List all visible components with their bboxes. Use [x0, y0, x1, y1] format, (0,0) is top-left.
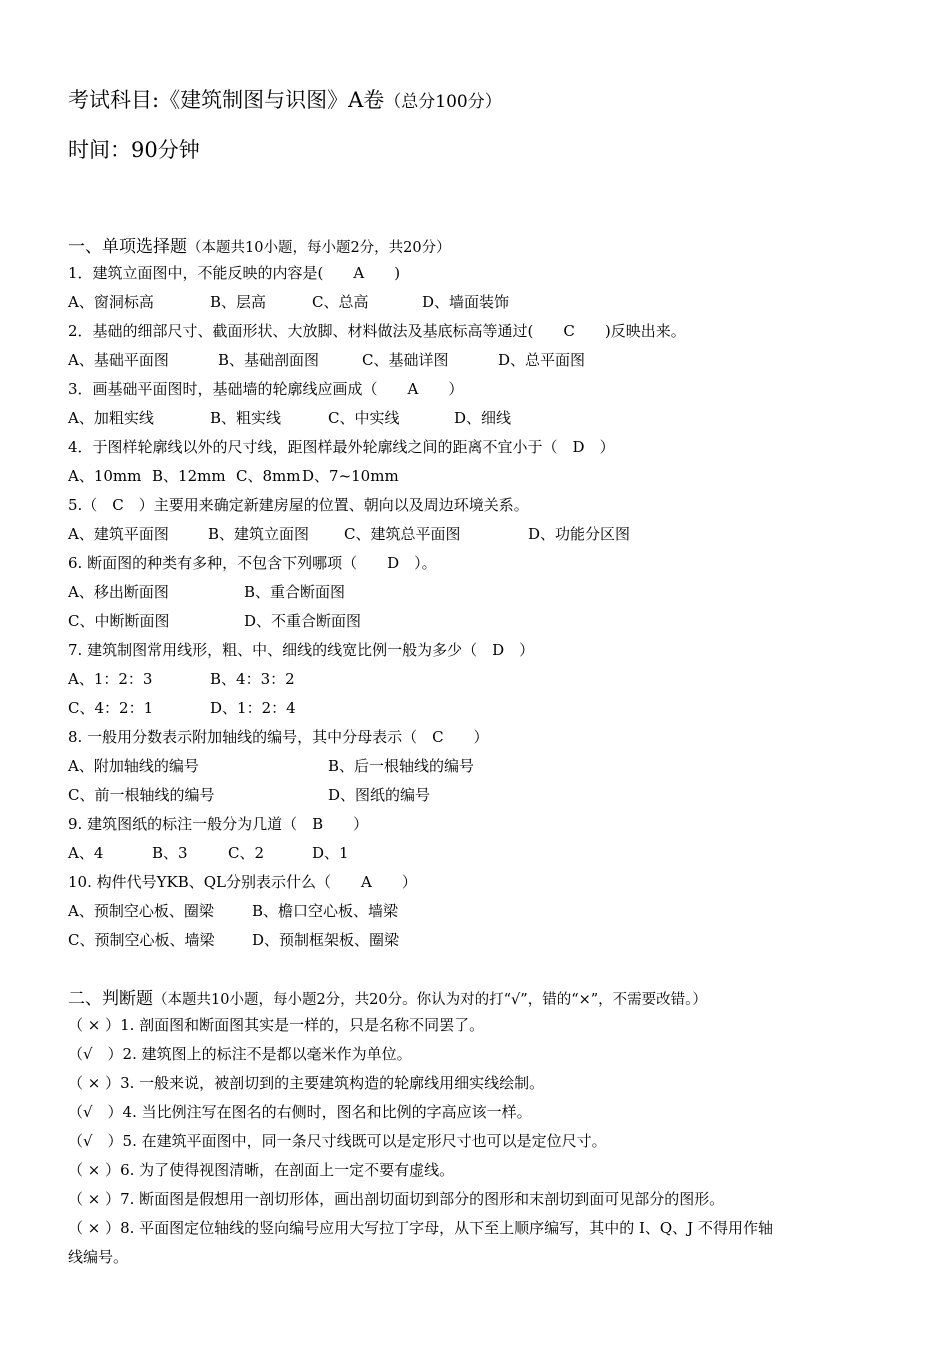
question-9: 9. 建筑图纸的标注一般分为几道（ B ） [68, 815, 369, 833]
judge-item-7: （ × ）7. 断面图是假想用一剖切形体，画出剖切面切到部分的图形和末剖切到面可见部分的图形。 [68, 1190, 725, 1208]
option-a: A、10mm [68, 467, 142, 485]
option-c: C、前一根轴线的编号 [68, 786, 215, 804]
question-10-options-row1 [68, 901, 398, 921]
section1-heading [68, 232, 451, 257]
question-2: 2．基础的细部尺寸、截面形状、大放脚、材料做法及基底标高等通过( C )反映出来。 [68, 322, 686, 340]
question-5-options [68, 524, 630, 544]
option-a: A、4 [68, 844, 104, 862]
question-7-options-row2 [68, 698, 296, 718]
option-c: C、基础详图 [362, 351, 449, 369]
judge-item-6: （ × ）6. 为了使得视图清晰，在剖面上一定不要有虚线。 [68, 1161, 455, 1179]
option-b: B、基础剖面图 [218, 351, 320, 369]
option-b: B、4：3：2 [210, 670, 295, 688]
option-b: B、建筑立面图 [208, 525, 310, 543]
option-a: A、建筑平面图 [68, 525, 169, 543]
exam-title [68, 84, 502, 114]
judge-item-3: （ × ）3. 一般来说，被剖切到的主要建筑构造的轮廓线用细实线绘制。 [68, 1074, 545, 1092]
option-d: D、墙面装饰 [422, 293, 510, 311]
judge-item-8: （ × ）8. 平面图定位轴线的竖向编号应用大写拉丁字母，从下至上顺序编写，其中的 I、Q、J 不得用作轴 [68, 1219, 773, 1237]
judge-item-8-continued: 线编号。 [68, 1248, 129, 1266]
option-a: A、预制空心板、圈梁 [68, 902, 214, 920]
option-a: A、附加轴线的编号 [68, 757, 199, 775]
option-d: D、1：2：4 [210, 699, 296, 717]
question-3: 3．画基础平面图时，基础墙的轮廓线应画成（ A ） [68, 380, 464, 398]
question-10-options-row2 [68, 930, 399, 950]
question-7-options-row1 [68, 669, 295, 689]
option-d: D、细线 [454, 409, 512, 427]
option-a: A、窗洞标高 [68, 293, 154, 311]
option-d: D、图纸的编号 [328, 786, 431, 804]
question-4: 4．于图样轮廓线以外的尺寸线，距图样最外轮廓线之间的距离不宜小于（ D ） [68, 438, 615, 456]
option-c: C、建筑总平面图 [344, 525, 461, 543]
option-c: C、8mm [236, 467, 301, 485]
option-c: C、4：2：1 [68, 699, 154, 717]
exam-title-note: （总分100分） [384, 92, 502, 112]
option-b: B、12mm [152, 467, 226, 485]
question-1: 1．建筑立面图中，不能反映的内容是( A ) [68, 264, 401, 282]
option-c: C、中实线 [328, 409, 400, 427]
question-8-options-row2 [68, 785, 430, 805]
option-c: C、预制空心板、墙梁 [68, 931, 215, 949]
option-a: A、移出断面图 [68, 583, 169, 601]
section2-heading-note: （本题共10小题，每小题2分，共20分。你认为对的打“√”，错的“×”，不需要改错。） [153, 992, 707, 1008]
question-8: 8. 一般用分数表示附加轴线的编号，其中分母表示（ C ） [68, 728, 489, 746]
exam-title-main: 考试科目:《建筑制图与识图》A卷 [68, 88, 385, 112]
option-c: C、中断断面图 [68, 612, 170, 630]
option-c: C、2 [228, 844, 265, 862]
option-a: A、基础平面图 [68, 351, 169, 369]
question-6: 6. 断面图的种类有多种，不包含下列哪项（ D ）。 [68, 554, 437, 572]
option-d: D、预制框架板、圈梁 [252, 931, 400, 949]
option-d: D、7~10mm [302, 467, 399, 485]
judge-item-4: （√ ）4. 当比例注写在图名的右侧时，图名和比例的字高应该一样。 [68, 1103, 532, 1121]
judge-item-2: （√ ）2. 建筑图上的标注不是都以毫米作为单位。 [68, 1045, 412, 1063]
option-b: B、层高 [210, 293, 267, 311]
question-1-options [68, 292, 509, 312]
judge-item-1: （ × ）1. 剖面图和断面图其实是一样的，只是名称不同罢了。 [68, 1016, 485, 1034]
option-b: B、檐口空心板、墙梁 [252, 902, 399, 920]
question-6-options-row2 [68, 611, 361, 631]
option-d: D、功能分区图 [528, 525, 631, 543]
question-10: 10. 构件代号YKB、QL分别表示什么（ A ） [68, 873, 417, 891]
section2-heading [68, 984, 707, 1009]
option-c: C、总高 [312, 293, 369, 311]
question-8-options-row1 [68, 756, 474, 776]
option-d: D、不重合断面图 [244, 612, 362, 630]
section1-heading-text: 一、单项选择题 [68, 237, 187, 257]
option-b: B、粗实线 [210, 409, 282, 427]
question-6-options-row1 [68, 582, 345, 602]
question-4-options [68, 466, 399, 486]
option-a: A、加粗实线 [68, 409, 154, 427]
option-b: B、后一根轴线的编号 [328, 757, 475, 775]
option-b: B、3 [152, 844, 188, 862]
question-9-options [68, 843, 349, 863]
judge-item-5: （√ ）5. 在建筑平面图中，同一条尺寸线既可以是定形尺寸也可以是定位尺寸。 [68, 1132, 607, 1150]
exam-time: 时间：90分钟 [68, 138, 200, 162]
option-d: D、1 [312, 844, 349, 862]
option-d: D、总平面图 [498, 351, 586, 369]
option-a: A、1：2：3 [68, 670, 153, 688]
section2-heading-text: 二、判断题 [68, 989, 153, 1009]
question-7: 7. 建筑制图常用线形，粗、中、细线的线宽比例一般为多少（ D ） [68, 641, 535, 659]
question-2-options [68, 350, 585, 370]
question-3-options [68, 408, 511, 428]
option-b: B、重合断面图 [244, 583, 346, 601]
section1-heading-note: （本题共10小题，每小题2分，共20分） [187, 240, 451, 256]
question-5: 5.（ C ）主要用来确定新建房屋的位置、朝向以及周边环境关系。 [68, 496, 529, 514]
